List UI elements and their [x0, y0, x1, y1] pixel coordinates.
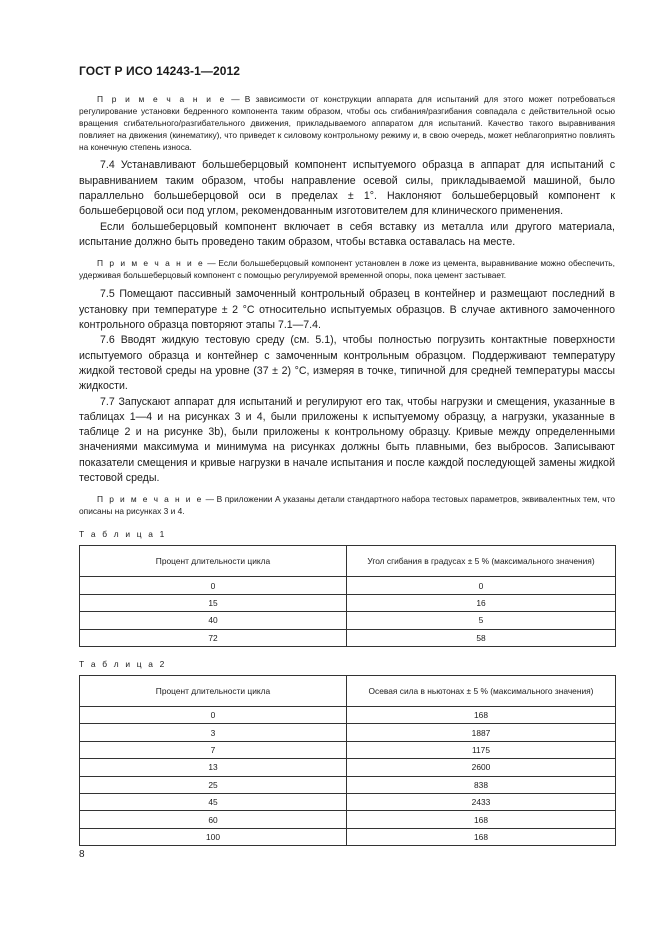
- table-row: [80, 612, 616, 629]
- table-cell: 13: [80, 759, 347, 776]
- table-cell: 25: [80, 776, 347, 793]
- table-2: [79, 675, 616, 846]
- table-row: [80, 828, 616, 845]
- table-header-row: [80, 676, 616, 707]
- table-cell: 0: [80, 577, 347, 594]
- table-row: [80, 741, 616, 758]
- table-1: [79, 545, 616, 647]
- table-cell: 838: [347, 776, 616, 793]
- column-header: Угол сгибания в градусах ± 5 % (максимального значения): [347, 546, 616, 577]
- paragraph-text: Вводят жидкую тестовую среду (см. 5.1), чтобы полностью погрузить контактные поверхности испытуемого образца и контейнер с замоченным контрольным образцом. Поддерживают температуру жидкой тестовой среды на уровне (37 ± 2) °С, измеряя в точке, типичной для средней температуры массы жидкости.: [79, 334, 615, 393]
- table-cell: 100: [80, 828, 347, 845]
- table-cell: 168: [347, 811, 616, 828]
- table-cell: 0: [347, 577, 616, 594]
- note-label: П р и м е ч а н и е: [97, 94, 227, 104]
- note-label: П р и м е ч а н и е: [97, 258, 205, 269]
- paragraph-7-4: [79, 158, 615, 219]
- clause-number: 7.7: [100, 395, 115, 408]
- page-number: 8: [79, 849, 85, 860]
- table-cell: 60: [80, 811, 347, 828]
- table-cell: 40: [80, 612, 347, 629]
- table-1-caption: Т а б л и ц а 1: [79, 529, 167, 540]
- note-text: — В зависимости от конструкции аппарата для испытаний для этого может потребоваться регулирование установки бедренного компонента таким образом, чтобы ось сгибания/разгибания совпадала с действительной осью вращения сгибательного/разгибательного движения, прикладываемого аппаратом для испытаний. Качество такого выравнивания повлияет на движения (кинематику), что приведет к силовому контрольному режиму и, в свою очередь, может неблагоприятно повлиять на конечную степень износа.: [79, 94, 615, 153]
- paragraph-7-6: [79, 333, 615, 394]
- table-cell: 72: [80, 629, 347, 646]
- table-cell: 5: [347, 612, 616, 629]
- table-row: [80, 776, 616, 793]
- note-text: — Если большеберцовый компонент установлен в ложе из цемента, выравнивание можно обеспечить, удерживая большеберцовый компонент с помощью регулируемой временной опоры, пока цемент застывает.: [79, 258, 615, 281]
- table-row: [80, 811, 616, 828]
- note-label: П р и м е ч а н и е: [97, 494, 204, 505]
- table-row: [80, 629, 616, 646]
- note-text: — В приложении А указаны детали стандартного набора тестовых параметров, эквивалентных тем, что описаны на рисунках 3 и 4.: [79, 494, 615, 517]
- table-cell: 58: [347, 629, 616, 646]
- paragraph-7-7: [79, 395, 615, 487]
- table-cell: 45: [80, 794, 347, 811]
- table-cell: 168: [347, 707, 616, 724]
- document-body: [79, 93, 615, 846]
- paragraph-7-4-cont: [79, 220, 615, 251]
- table-row: [80, 577, 616, 594]
- column-header: Осевая сила в ньютонах ± 5 % (максимального значения): [347, 676, 616, 707]
- table-2-caption: Т а б л и ц а 2: [79, 659, 167, 670]
- table-cell: 7: [80, 741, 347, 758]
- table-cell: 1175: [347, 741, 616, 758]
- table-cell: 3: [80, 724, 347, 741]
- paragraph-7-5: [79, 287, 615, 333]
- clause-number: 7.6: [100, 334, 115, 347]
- table-row: [80, 794, 616, 811]
- table-header-row: [80, 546, 616, 577]
- column-header: Процент длительности цикла: [80, 676, 347, 707]
- clause-number: 7.4: [100, 159, 115, 172]
- note-2: [79, 257, 615, 281]
- table-row: [80, 724, 616, 741]
- table-cell: 2600: [347, 759, 616, 776]
- table-cell: 15: [80, 594, 347, 611]
- table-cell: 168: [347, 828, 616, 845]
- note-3: [79, 493, 615, 517]
- table-cell: 1887: [347, 724, 616, 741]
- table-row: [80, 707, 616, 724]
- table-cell: 2433: [347, 794, 616, 811]
- table-cell: 0: [80, 707, 347, 724]
- table-row: [80, 594, 616, 611]
- paragraph-text: Запускают аппарат для испытаний и регулируют его так, чтобы нагрузки и смещения, указанные в таблицах 1—4 и на рисунках 3 и 4, были приложены к испытуемому образцу, а нагрузки, указанные в таблице 2 и на рисунке 3b), были приложены к контрольному образцу. Кривые между определенными значениями максимума и минимума на рисунках должны быть плавными, без выбросов. Записывают показатели смещения и кривые нагрузки в начале испытания и после каждой последующей замены жидкой тестовой среды.: [79, 395, 615, 484]
- clause-number: 7.5: [100, 288, 115, 301]
- paragraph-text: Если большеберцовый компонент включает в себя вставку из металла или другого материала, испытание должно быть проведено таким образом, чтобы вставка оставалась на месте.: [79, 220, 615, 248]
- note-1: [79, 93, 615, 153]
- table-cell: 16: [347, 594, 616, 611]
- paragraph-text: Устанавливают большеберцовый компонент испытуемого образца в аппарат для испытаний с выравниванием таким образом, чтобы направление осевой силы, прикладываемой машиной, было параллельно большеберцовой оси в пределах ± 1°. Наклоняют большеберцовый компонент к большеберцовой оси под углом, рекомендованным изготовителем для клинического применения.: [79, 159, 615, 218]
- paragraph-text: Помещают пассивный замоченный контрольный образец в контейнер и размещают последний в установку при температуре ± 2 °С относительно испытуемых образцов. В случае активного замоченного контрольного образца повторяют этапы 7.1—7.4.: [79, 288, 615, 332]
- document-header: ГОСТ Р ИСО 14243-1—2012: [79, 64, 241, 78]
- table-row: [80, 759, 616, 776]
- column-header: Процент длительности цикла: [80, 546, 347, 577]
